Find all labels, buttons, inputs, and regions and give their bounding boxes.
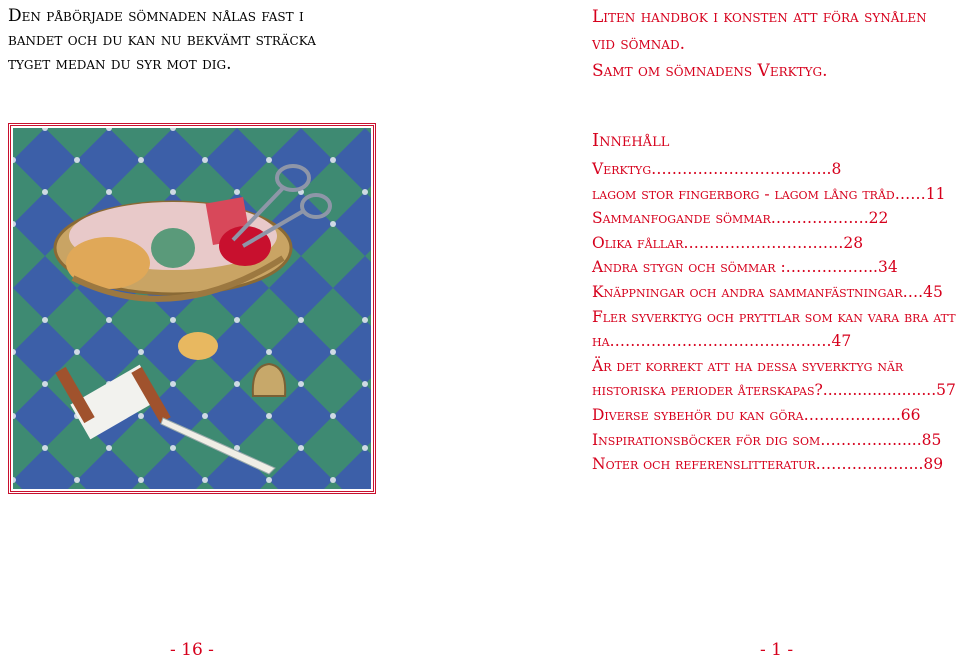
table-of-contents [592, 129, 956, 477]
toc-entry: Olika fållar………………………….28 [592, 233, 864, 252]
toc-entry: Diverse sybehör du kan göra……………....66 [592, 405, 921, 424]
toc-entry: historiska perioder återskapas?.......................57 [592, 381, 956, 400]
book-heading [592, 4, 927, 85]
toc-entry: Noter och referenslitteratur………………...89 [592, 455, 944, 474]
toc-entry: Verktyg……………………………..8 [592, 160, 842, 178]
toc-entry: Andra stygn och sömmar :……………...34 [592, 258, 898, 277]
sewing-basket-illustration [13, 128, 371, 489]
left-page-number: - 16 - [170, 640, 214, 660]
illustration-frame [8, 123, 376, 494]
toc-entry: Knäppningar och andra sammanfästningar….45 [592, 282, 943, 301]
heading-line: Samt om sömnadens Verktyg. [592, 61, 828, 81]
left-page-caption [8, 4, 338, 76]
caption-line: bandet och du kan nu bekvämt sträcka [8, 30, 316, 50]
thimble [253, 364, 285, 396]
toc-entry: Inspirationsböcker för dig som…………........85 [592, 430, 942, 449]
toc-title: Innehåll [592, 130, 670, 151]
caption-line: tyget medan du syr mot dig. [8, 54, 232, 74]
heading-line: vid sömnad. [592, 34, 685, 54]
right-page-number: - 1 - [760, 640, 794, 660]
heading-line: Liten handbok i konsten att föra synålen [592, 7, 927, 27]
toc-entry: Är det korrekt att ha dessa syverktyg när [592, 356, 904, 375]
toc-entry: Fler syverktyg och pryttlar som kan vara bra att [592, 307, 956, 326]
toc-entry: Sammanfogande sömmar……………….22 [592, 209, 889, 228]
wax-cake [178, 332, 218, 360]
caption-line: Den påbörjade sömnaden nålas fast i [8, 6, 304, 26]
toc-entry: lagom stor fingerborg - lagom lång tråd……11 [592, 184, 946, 203]
toc-entry: ha…………………………………….47 [592, 332, 852, 351]
